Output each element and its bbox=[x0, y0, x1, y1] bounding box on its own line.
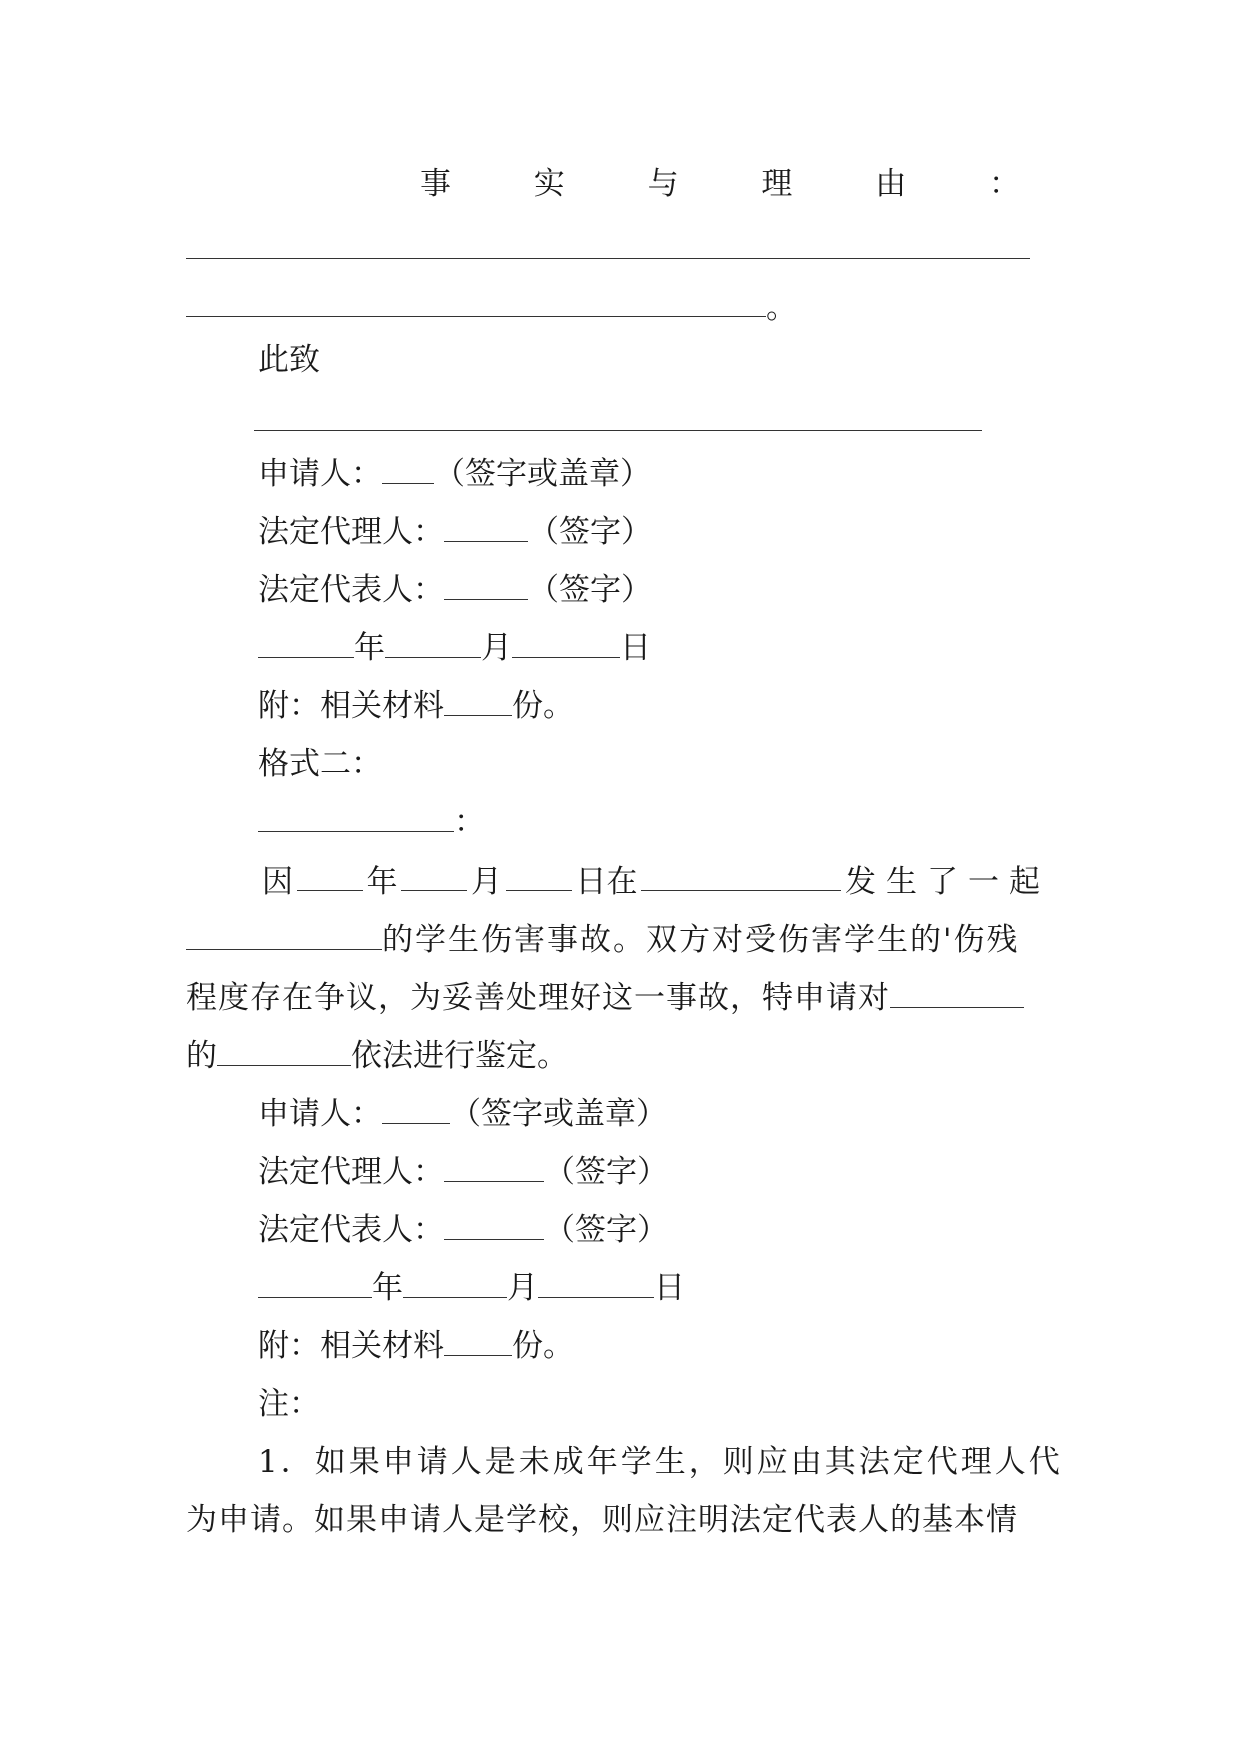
year-blank-2 bbox=[258, 1269, 372, 1298]
month-blank-2 bbox=[403, 1269, 507, 1298]
applicant-label-2: 申请人： bbox=[258, 1096, 382, 1132]
addressee-line bbox=[254, 430, 982, 431]
body-text-4: 依法进行鉴定。 bbox=[351, 1038, 568, 1074]
body-text-3: 程度存在争议，为妥善处理好这一事故，特申请对 bbox=[186, 980, 890, 1016]
format2-addressee-line bbox=[258, 802, 485, 842]
attachment-prefix-2: 附：相关材料 bbox=[258, 1328, 444, 1364]
notes-line-1: 1．如果申请人是未成年学生，则应由其法定代理人代 bbox=[258, 1444, 1063, 1480]
day-label-2: 日 bbox=[654, 1270, 685, 1306]
legal-agent-label-2: 法定代理人： bbox=[258, 1154, 444, 1190]
addressee-blank bbox=[258, 803, 454, 832]
year-blank bbox=[258, 629, 354, 658]
body-line-3 bbox=[186, 978, 1024, 1018]
body-of: 的 bbox=[186, 1038, 217, 1074]
legal-agent-note-2: （签字） bbox=[544, 1154, 668, 1190]
body-target-blank bbox=[890, 979, 1024, 1008]
day-blank-2 bbox=[538, 1269, 654, 1298]
attachment-blank-2 bbox=[444, 1327, 512, 1356]
date-line-2 bbox=[258, 1268, 685, 1308]
month-label: 月 bbox=[481, 630, 512, 666]
body-line-1 bbox=[262, 862, 1050, 902]
body-happened: 发生了一起 bbox=[845, 864, 1050, 900]
addressee-colon: ： bbox=[454, 804, 485, 840]
legal-agent-label: 法定代理人： bbox=[258, 514, 444, 550]
applicant-blank-2 bbox=[382, 1095, 450, 1124]
facts-char: 理 bbox=[761, 166, 793, 202]
applicant-blank bbox=[382, 455, 434, 484]
body-because: 因 bbox=[262, 864, 293, 900]
facts-fill-line-1 bbox=[186, 258, 1030, 259]
facts-end-mark: 。 bbox=[766, 290, 797, 326]
legal-rep-label-2: 法定代表人： bbox=[258, 1212, 444, 1248]
facts-char: 由 bbox=[875, 166, 907, 202]
body-day-at: 日在 bbox=[575, 864, 638, 900]
applicant-line-2 bbox=[258, 1094, 667, 1134]
year-label-2: 年 bbox=[372, 1270, 403, 1306]
month-blank bbox=[385, 629, 481, 658]
format2-heading: 格式二： bbox=[258, 746, 382, 782]
body-year-blank bbox=[297, 862, 363, 891]
legal-rep-blank-2 bbox=[444, 1211, 544, 1240]
body-month-blank bbox=[401, 862, 467, 891]
attachment-line bbox=[258, 686, 574, 726]
legal-agent-blank-2 bbox=[444, 1153, 544, 1182]
month-label-2: 月 bbox=[507, 1270, 538, 1306]
legal-agent-line bbox=[258, 512, 652, 552]
legal-rep-label: 法定代表人： bbox=[258, 572, 444, 608]
facts-char: 事 bbox=[420, 166, 451, 202]
applicant-note: （签字或盖章） bbox=[434, 456, 651, 492]
date-line bbox=[258, 628, 651, 668]
attachment-prefix: 附：相关材料 bbox=[258, 688, 444, 724]
day-blank bbox=[512, 629, 620, 658]
applicant-note-2: （签字或盖章） bbox=[450, 1096, 667, 1132]
facts-fill-line-2 bbox=[186, 316, 766, 317]
attachment-blank bbox=[444, 687, 512, 716]
legal-rep-line bbox=[258, 570, 652, 610]
body-line-2 bbox=[186, 920, 1050, 960]
attachment-suffix-2: 份。 bbox=[512, 1328, 574, 1364]
body-place-blank bbox=[641, 862, 841, 891]
body-day-blank bbox=[506, 862, 572, 891]
body-type-blank bbox=[186, 921, 382, 950]
body-month: 月 bbox=[471, 864, 502, 900]
body-line-4 bbox=[186, 1036, 568, 1076]
facts-char: ： bbox=[988, 166, 1020, 202]
legal-agent-blank bbox=[444, 513, 528, 542]
applicant-line bbox=[258, 454, 651, 494]
legal-agent-note: （签字） bbox=[528, 514, 652, 550]
attachment-suffix: 份。 bbox=[512, 688, 574, 724]
facts-char: 与 bbox=[647, 166, 679, 202]
legal-rep-blank bbox=[444, 571, 528, 600]
attachment-line-2 bbox=[258, 1326, 574, 1366]
body-year: 年 bbox=[366, 864, 398, 900]
day-label: 日 bbox=[620, 630, 651, 666]
facts-char: 实 bbox=[533, 166, 565, 202]
legal-rep-note-2: （签字） bbox=[544, 1212, 668, 1248]
body-item-blank bbox=[217, 1037, 351, 1066]
year-label: 年 bbox=[354, 630, 385, 666]
legal-rep-line-2 bbox=[258, 1210, 668, 1250]
legal-rep-note: （签字） bbox=[528, 572, 652, 608]
salutation: 此致 bbox=[258, 342, 320, 378]
facts-reasons-heading bbox=[420, 164, 1020, 204]
notes-heading: 注： bbox=[258, 1386, 320, 1422]
applicant-label: 申请人： bbox=[258, 456, 382, 492]
legal-agent-line-2 bbox=[258, 1152, 668, 1192]
body-text-2: 的学生伤害事故。双方对受伤害学生的'伤残 bbox=[382, 922, 1020, 958]
notes-line-2: 为申请。如果申请人是学校，则应注明法定代表人的基本情 bbox=[186, 1502, 1018, 1538]
